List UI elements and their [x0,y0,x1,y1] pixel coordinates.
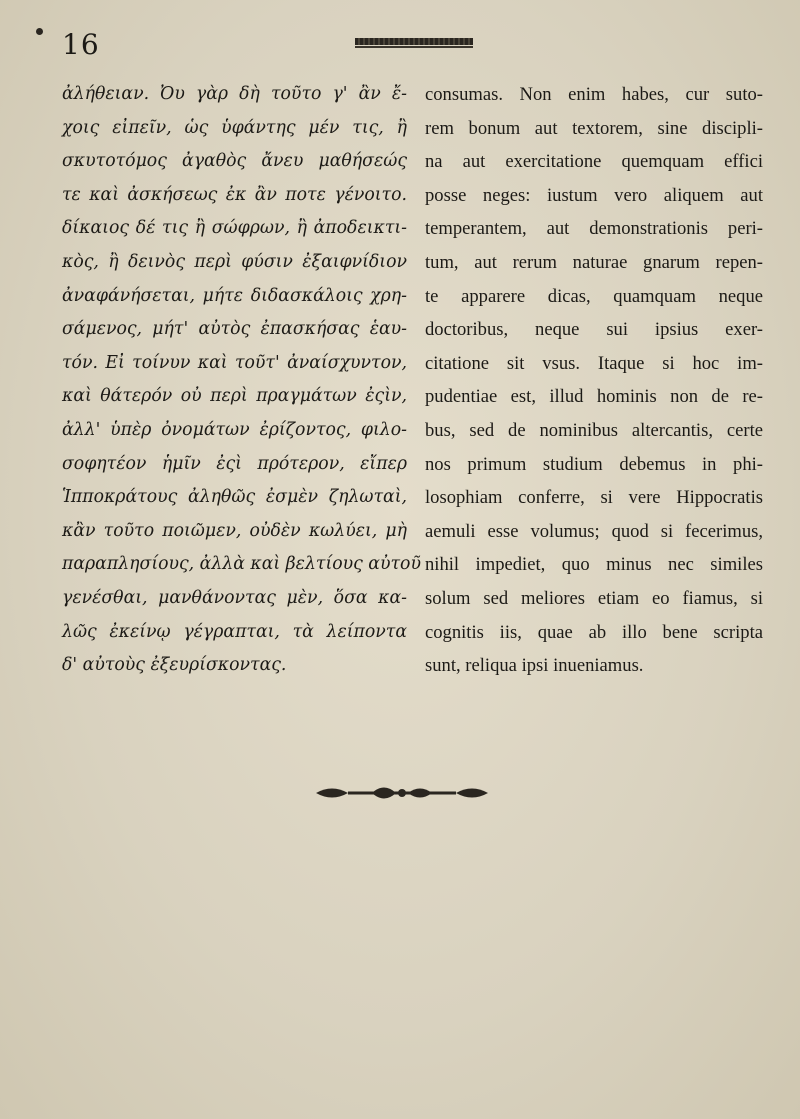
greek-text-line: δίκαιος δέ τις ἢ σώφρων, ἢ ἀποδεικτι- [62,218,407,239]
latin-text-column [425,78,763,683]
latin-text-line: sunt, reliqua ipsi inueniamus. [425,655,644,677]
greek-text-line: καὶ θάτερόν οὐ περὶ πραγμάτων ἐςὶν, [62,386,407,407]
greek-text-line: δ' αὐτοὺς ἐξευρίσκοντας. [62,655,287,676]
latin-text-line: consumas. Non enim habes, cur suto- [425,84,763,105]
latin-text-line: bus, sed de nominibus altercantis, certe [425,419,763,441]
latin-text-line: solum sed meliores etiam eo fiamus, si [425,587,763,609]
tailpiece-ornament [312,780,492,806]
ink-spot [36,28,43,35]
greek-text-line: κὸς, ἢ δεινὸς περὶ φύσιν ἐξαιφνίδιον [62,251,407,272]
latin-text-line: rem bonum aut textorem, sine discipli- [425,117,763,139]
page-number: 16 [62,28,100,61]
greek-text-column [62,78,421,683]
latin-text-line: temperantem, aut demonstrationis peri- [425,218,763,240]
greek-text-line: χοις εἰπεῖν, ὡς ὑφάντης μέν τις, ἢ [62,117,407,138]
latin-text-line: cognitis iis, quae ab illo bene scripta [425,621,763,643]
greek-text-line: ἀναφάνήσεται, μήτε διδασκάλοις χρη- [62,285,407,306]
latin-text-line: citatione sit vsus. Itaque si hoc im- [425,352,763,374]
greek-text-line: λῶς ἐκείνῳ γέγραπται, τὰ λείποντα [62,621,407,642]
latin-text-line: doctoribus, neque sui ipsius exer- [425,319,763,341]
latin-text-line: posse neges: iustum vero aliquem aut [425,184,763,206]
greek-text-line: σκυτοτόμος ἀγαθὸς ἄνευ μαθήσεώς [62,151,407,172]
greek-text-line: κἂν τοῦτο ποιῶμεν, οὐδὲν κωλύει, μὴ [62,520,407,541]
greek-text-line: παραπλησίους, ἀλλὰ καὶ βελτίους αὐτοῦ [62,554,421,575]
latin-text-line: nihil impediet, quo minus nec similes [425,554,763,576]
greek-text-line: σάμενος, μήτ' αὐτὸς ἐπασκήσας ἑαυ- [62,319,407,340]
greek-text-line: τε καὶ ἀσκήσεως ἐκ ἂν ποτε γένοιτο. [62,184,407,205]
header-rule-line [355,46,473,48]
greek-text-line: τόν. Εἰ τοίνυν καὶ τοῦτ' ἀναίσχυντον, [62,352,407,373]
greek-text-line: ἀλλ' ὑπὲρ ὀνομάτων ἐρίζοντος, φιλο- [62,419,407,440]
greek-text-line: γενέσθαι, μανθάνοντας μὲν, ὅσα κα- [62,587,407,608]
latin-text-line: tum, aut rerum naturae gnarum repen- [425,251,763,273]
latin-text-line: te apparere dicas, quamquam neque [425,285,763,307]
latin-text-line: na aut exercitatione quemquam effici [425,151,763,173]
latin-text-line: losophiam conferre, si vere Hippocratis [425,487,763,509]
greek-text-line: σοφητέον ἡμῖν ἐςὶ πρότερον, εἴπερ [62,453,407,474]
latin-text-line: aemuli esse volumus; quod si fecerimus, [425,520,763,542]
latin-text-line: pudentiae est, illud hominis non de re- [425,386,763,408]
greek-text-line: ἀλήθειαν. Ὀυ γὰρ δὴ τοῦτο γ' ἂν ἔ- [62,84,407,104]
header-ornament-rule [355,38,473,45]
latin-text-line: nos primum studium debemus in phi- [425,453,763,475]
greek-text-line: Ἱπποκράτους ἀληθῶς ἐσμὲν ζηλωταὶ, [62,487,407,508]
